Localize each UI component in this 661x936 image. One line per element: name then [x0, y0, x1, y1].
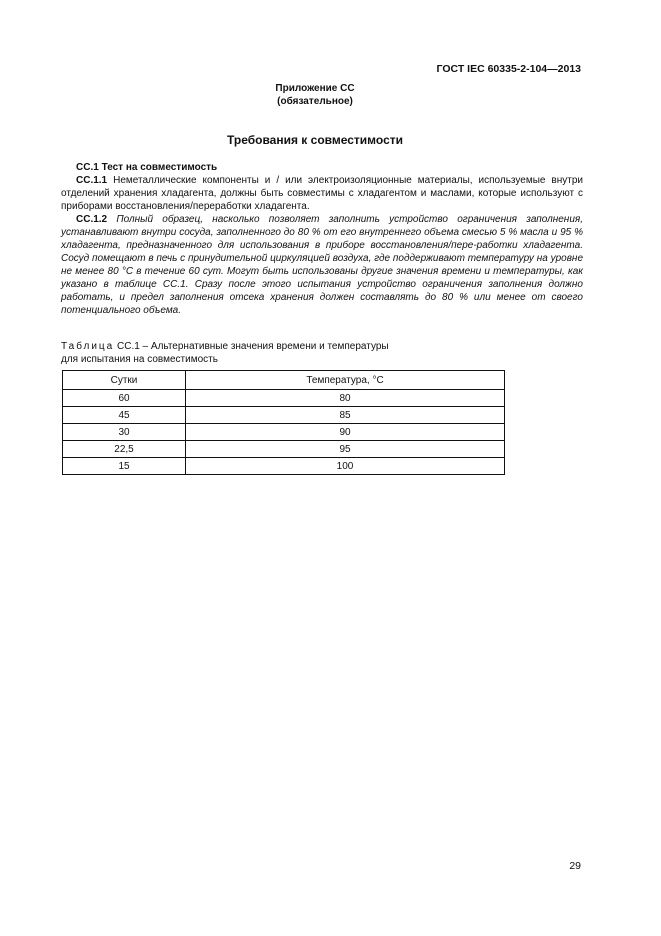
document-code: ГОСТ IEC 60335-2-104—2013: [436, 63, 581, 75]
column-header-temperature: Температура, °С: [186, 371, 505, 390]
table-row: [63, 407, 505, 424]
table-row: [63, 441, 505, 458]
data-table: [62, 370, 505, 475]
clause-cc1-title: Тест на совместимость: [101, 162, 218, 173]
table-row: [63, 458, 505, 475]
table-caption: [61, 340, 491, 366]
annex-title: Приложение СС: [275, 83, 355, 94]
clause-cc1: [61, 161, 583, 174]
column-header-days: Сутки: [63, 371, 186, 390]
clause-cc12-number: СС.1.2: [76, 214, 108, 225]
table-cell-temperature: 90: [186, 424, 505, 441]
body-text: [61, 161, 583, 317]
clause-cc12-text: Полный образец, насколько позволяет заполнить устройство ограничения заполнения, устанавливают внутри сосуда, заполненного до 80 % от его внутреннего объема смесью 5 % масла и 95 % хладагента, предназначенного для использования в приборе восстановления/пере-работки хладагента. Сосуд помещают в печь с принудительной циркуляцией воздуха, где поддерживают температуру на уровне не менее 80 °С в течение 60 сут. Могут быть использованы другие значения времени и температуры, как указано в таблице СС.1. Сразу после этого испытания устройство ограничения заполнения должно работать, и предел заполнения отсека хранения должен составлять до 80 % или менее от своего потенциального объема.: [61, 214, 583, 316]
clause-cc11: [61, 174, 583, 213]
table-cell-days: 60: [63, 390, 186, 407]
clause-cc12: [61, 213, 583, 317]
table-cell-temperature: 80: [186, 390, 505, 407]
table-cell-days: 30: [63, 424, 186, 441]
clause-cc1-number: СС.1: [76, 162, 99, 173]
annex-block: [0, 82, 630, 108]
clause-cc11-number: СС.1.1: [76, 175, 108, 186]
table-cell-temperature: 100: [186, 458, 505, 475]
table-row: [63, 424, 505, 441]
section-heading: Требования к совместимости: [226, 133, 403, 147]
annex-subtitle: (обязательное): [277, 96, 353, 107]
table-label: Таблица: [61, 341, 115, 352]
table-cell-temperature: 85: [186, 407, 505, 424]
page-number: 29: [569, 860, 581, 872]
table-cell-days: 15: [63, 458, 186, 475]
table-caption-line1: СС.1 – Альтернативные значения времени и температуры: [117, 341, 389, 352]
table-cell-days: 22,5: [63, 441, 186, 458]
clause-cc11-text: Неметаллические компоненты и / или электроизоляционные материалы, используемые внутри отделений хранения хладагента, должны быть совместимы с хладагентом и маслами, которые используют с приборами восстановления/переработки хладагента.: [61, 175, 583, 212]
table-caption-line2: для испытания на совместимость: [61, 354, 218, 365]
table-cell-days: 45: [63, 407, 186, 424]
table-row: [63, 390, 505, 407]
table-header-row: [63, 371, 505, 390]
table-cell-temperature: 95: [186, 441, 505, 458]
